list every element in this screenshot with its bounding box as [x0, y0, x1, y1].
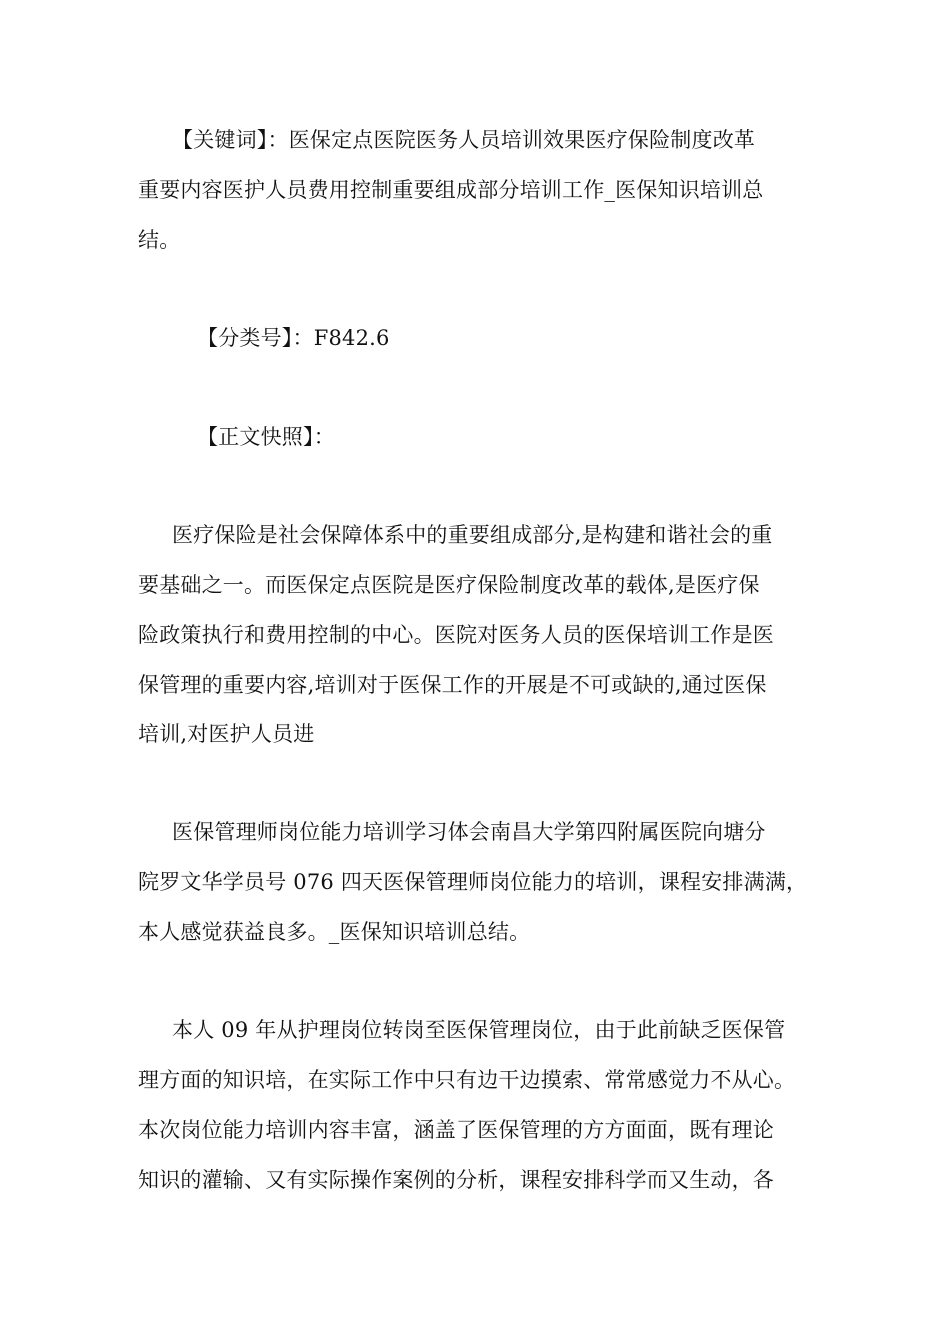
paragraph-3-line-1: 本人 09 年从护理岗位转岗至医保管理岗位，由于此前缺乏医保管 [172, 1018, 786, 1042]
paragraph-3-line-3: 本次岗位能力培训内容丰富，涵盖了医保管理的方方面面，既有理论 [138, 1118, 774, 1142]
keywords-line-3: 结。 [138, 228, 181, 252]
paragraph-3-line-2: 理方面的知识培，在实际工作中只有边干边摸索、常常感觉力不从心。 [138, 1068, 796, 1092]
paragraph-1-line-1: 医疗保险是社会保障体系中的重要组成部分,是构建和谐社会的重 [172, 523, 773, 547]
paragraph-1-line-5: 培训,对医护人员进 [138, 722, 315, 746]
paragraph-1-line-4: 保管理的重要内容,培训对于医保工作的开展是不可或缺的,通过医保 [138, 673, 767, 697]
paragraph-2-line-1: 医保管理师岗位能力培训学习体会南昌大学第四附属医院向塘分 [172, 820, 766, 844]
snapshot-label: 【正文快照】： [197, 425, 335, 449]
classification-line [197, 326, 897, 350]
paragraph-2-line-3: 本人感觉获益良多。_医保知识培训总结。 [138, 920, 531, 944]
paragraph-1-line-3: 险政策执行和费用控制的中心。医院对医务人员的医保培训工作是医 [138, 623, 774, 647]
keywords-line-2: 重要内容医护人员费用控制重要组成部分培训工作_医保知识培训总 [138, 178, 764, 202]
classification-value: F842.6 [313, 326, 390, 350]
keywords-label: 【关键词】： [172, 128, 289, 152]
classification-label: 【分类号】： [197, 326, 314, 350]
keywords-text-1: 医保定点医院医务人员培训效果医疗保险制度改革 [288, 128, 756, 152]
keywords-line-1 [172, 128, 872, 152]
paragraph-1-line-2: 要基础之一。而医保定点医院是医疗保险制度改革的载体,是医疗保 [138, 573, 760, 597]
paragraph-2-line-2: 院罗文华学员号 076 四天医保管理师岗位能力的培训，课程安排满满， [138, 870, 808, 894]
paragraph-3-line-4: 知识的灌输、又有实际操作案例的分析，课程安排科学而又生动，各 [138, 1168, 774, 1192]
